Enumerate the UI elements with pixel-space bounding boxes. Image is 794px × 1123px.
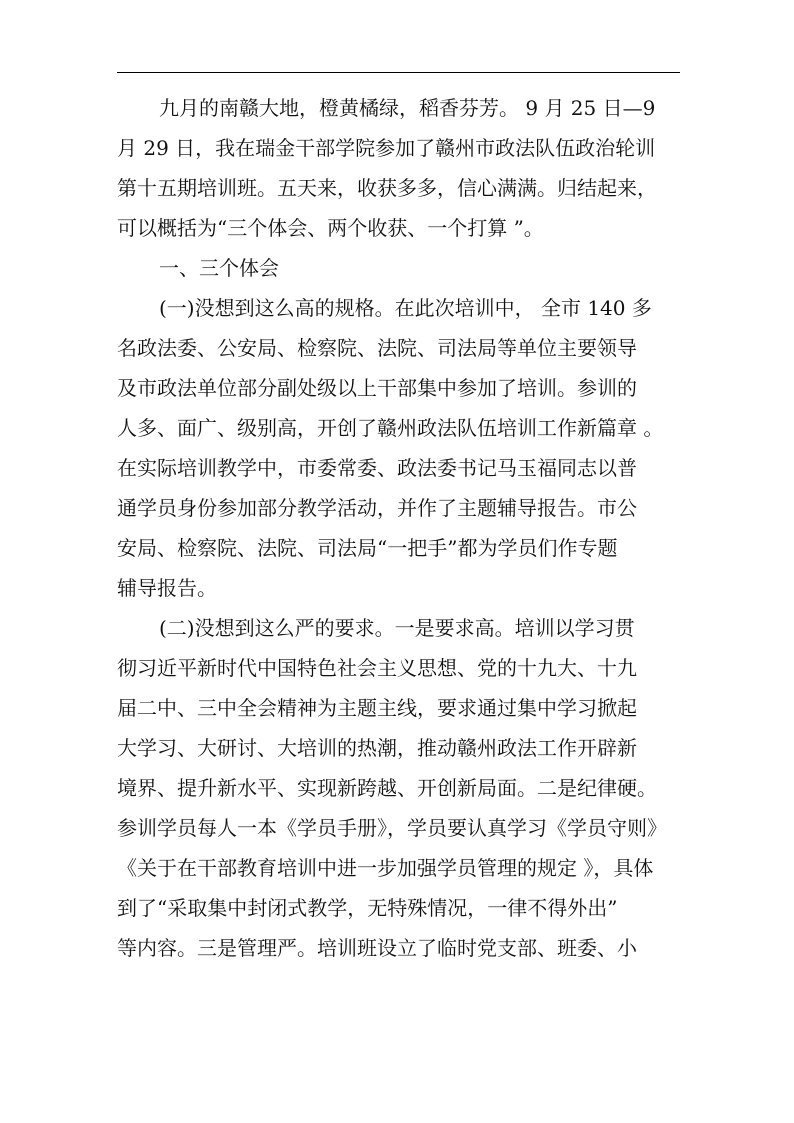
paragraph-line: 在实际培训教学中，市委常委、政法委书记马玉福同志以普 [117,456,637,480]
paragraph-line: 名政法委、公安局、检察院、法院、司法局等单位主要领导 [117,336,637,360]
paragraph-line: 境界、提升新水平、实现新跨越、开创新局面。二是纪律硬。 [117,776,657,800]
paragraph-line: 安局、检察院、法院、司法局“一把手”都为学员们作专题 [117,536,618,560]
paragraph-line: 可以概括为“三个体会、两个收获、一个打算 ”。 [117,216,544,240]
paragraph-line: 通学员身份参加部分教学活动，并作了主题辅导报告。市公 [117,496,637,520]
paragraph-line: 届二中、三中全会精神为主题主线，要求通过集中学习掀起 [117,696,637,720]
paragraph-line: 第十五期培训班。五天来，收获多多，信心满满。归结起来， [117,176,657,200]
body-text [117,88,680,968]
paragraph-line: 彻习近平新时代中国特色社会主义思想、党的十九大、十九 [117,656,637,680]
paragraph-line: 九月的南赣大地，橙黄橘绿，稻香芬芳。 9 月 25 日—9 [159,96,656,120]
paragraph-line: 大学习、大研讨、大培训的热潮，推动赣州政法工作开辟新 [117,736,637,760]
paragraph-line: 参训学员每人一本《学员手册》，学员要认真学习《学员守则》 [117,816,667,840]
paragraph-line: 辅导报告。 [117,576,217,600]
paragraph-line: 到了“采取集中封闭式教学，无特殊情况，一律不得外出” [117,896,618,920]
paragraph-line: 等内容。三是管理严。培训班设立了临时党支部、班委、小 [117,936,637,960]
section-heading: 一、三个体会 [159,256,279,280]
header-rule [117,72,680,73]
paragraph-line: (一)没想到这么高的规格。在此次培训中， 全市 140 多 [159,296,652,320]
paragraph-line: 及市政法单位部分副处级以上干部集中参加了培训。参训的 [117,376,637,400]
paragraph-line: 人多、面广、级别高，开创了赣州政法队伍培训工作新篇章 。 [117,416,664,440]
paragraph-line: (二)没想到这么严的要求。一是要求高。培训以学习贯 [159,616,635,640]
paragraph-line: 《关于在干部教育培训中进一步加强学员管理的规定 》，具体 [117,856,654,880]
paragraph-line: 月 29 日，我在瑞金干部学院参加了赣州市政法队伍政治轮训 [117,136,656,160]
